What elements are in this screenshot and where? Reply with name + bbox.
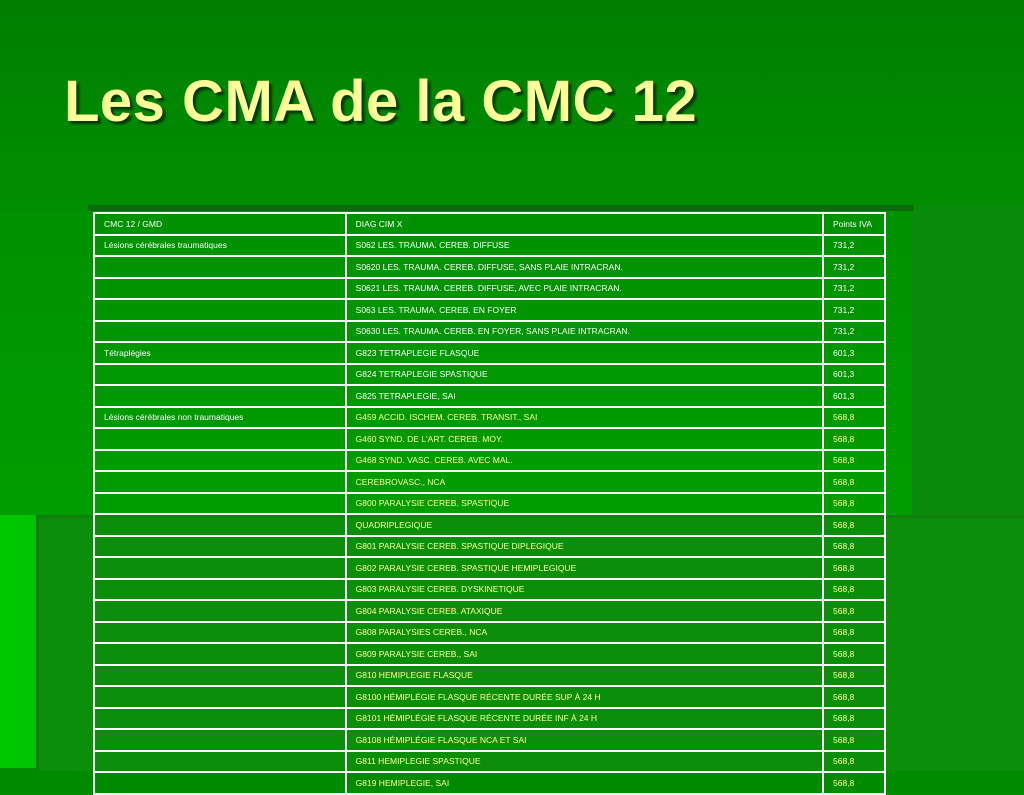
cell-points-iva: 568,8 [823,686,885,708]
cell-diag-cim: QUADRIPLEGIQUE [346,514,823,536]
cell-points-iva: 568,8 [823,579,885,601]
cell-cmc-gmd [94,278,346,300]
table-row [94,772,885,794]
cell-points-iva: 568,8 [823,514,885,536]
table-row [94,536,885,558]
table-row [94,256,885,278]
cell-points-iva: 568,8 [823,643,885,665]
cell-points-iva: 568,8 [823,536,885,558]
table-row [94,600,885,622]
cell-diag-cim: S062 LES. TRAUMA. CEREB. DIFFUSE [346,235,823,257]
cell-diag-cim: G809 PARALYSIE CEREB., SAI [346,643,823,665]
cell-diag-cim: G8101 HÉMIPLÉGIE FLASQUE RÉCENTE DURÉE INF À 24 H [346,708,823,730]
cell-diag-cim: G460 SYND. DE L'ART. CEREB. MOY. [346,428,823,450]
cell-points-iva: 731,2 [823,299,885,321]
cell-cmc-gmd [94,772,346,794]
table-row [94,643,885,665]
cell-diag-cim: G468 SYND. VASC. CEREB. AVEC MAL. [346,450,823,472]
cell-diag-cim: G825 TETRAPLEGIE, SAI [346,385,823,407]
cell-diag-cim: G459 ACCID. ISCHEM. CEREB. TRANSIT., SAI [346,407,823,429]
cell-points-iva: 568,8 [823,772,885,794]
cell-points-iva: 568,8 [823,708,885,730]
cell-points-iva: 568,8 [823,428,885,450]
cell-points-iva: 568,8 [823,557,885,579]
cell-points-iva: 731,2 [823,256,885,278]
cell-cmc-gmd [94,364,346,386]
cell-cmc-gmd [94,385,346,407]
table-row [94,278,885,300]
cell-points-iva: 568,8 [823,622,885,644]
cell-cmc-gmd [94,428,346,450]
cell-points-iva: 601,3 [823,342,885,364]
table-row [94,321,885,343]
cell-points-iva: 731,2 [823,321,885,343]
cell-diag-cim: G808 PARALYSIES CEREB., NCA [346,622,823,644]
cell-diag-cim: G802 PARALYSIE CEREB. SPASTIQUE HEMIPLEGIQUE [346,557,823,579]
cell-diag-cim: G819 HEMIPLEGIE, SAI [346,772,823,794]
cell-cmc-gmd [94,729,346,751]
cell-points-iva: 568,8 [823,450,885,472]
table-row [94,385,885,407]
cell-cmc-gmd [94,600,346,622]
cell-cmc-gmd [94,321,346,343]
table-row [94,299,885,321]
cell-points-iva: 568,8 [823,407,885,429]
table-row [94,686,885,708]
cell-diag-cim: CEREBROVASC., NCA [346,471,823,493]
header-diag-cim: DIAG CIM X [346,213,823,235]
cell-diag-cim: G800 PARALYSIE CEREB. SPASTIQUE [346,493,823,515]
table-row [94,622,885,644]
table-row [94,729,885,751]
table-row [94,579,885,601]
table-row [94,514,885,536]
cell-points-iva: 568,8 [823,493,885,515]
slide-title: Les CMA de la CMC 12 [64,69,698,134]
cell-diag-cim: S063 LES. TRAUMA. CEREB. EN FOYER [346,299,823,321]
table-row [94,471,885,493]
table-row [94,407,885,429]
cell-diag-cim: G804 PARALYSIE CEREB. ATAXIQUE [346,600,823,622]
table-row [94,665,885,687]
cell-cmc-gmd [94,514,346,536]
cell-cmc-gmd [94,299,346,321]
cell-cmc-gmd [94,579,346,601]
cell-cmc-gmd [94,665,346,687]
cell-cmc-gmd [94,450,346,472]
cell-points-iva: 568,8 [823,471,885,493]
cell-diag-cim: G803 PARALYSIE CEREB. DYSKINETIQUE [346,579,823,601]
table-header-row [94,213,885,235]
cell-points-iva: 568,8 [823,600,885,622]
cell-diag-cim: S0620 LES. TRAUMA. CEREB. DIFFUSE, SANS PLAIE INTRACRAN. [346,256,823,278]
cell-diag-cim: G8100 HÉMIPLÉGIE FLASQUE RÉCENTE DURÉE SUP À 24 H [346,686,823,708]
cell-cmc-gmd [94,643,346,665]
table-row [94,450,885,472]
header-cmc-gmd: CMC 12 / GMD [94,213,346,235]
table-row [94,364,885,386]
table-row [94,708,885,730]
cell-diag-cim: S0630 LES. TRAUMA. CEREB. EN FOYER, SANS PLAIE INTRACRAN. [346,321,823,343]
table-shadow-bar [88,205,914,211]
cell-points-iva: 601,3 [823,385,885,407]
cell-points-iva: 731,2 [823,235,885,257]
cell-points-iva: 568,8 [823,665,885,687]
table-row [94,342,885,364]
cell-cmc-gmd [94,622,346,644]
table-row [94,751,885,773]
cell-diag-cim: G824 TETRAPLEGIE SPASTIQUE [346,364,823,386]
cell-cmc-gmd [94,686,346,708]
cell-diag-cim: G823 TETRAPLEGIE FLASQUE [346,342,823,364]
cell-points-iva: 568,8 [823,751,885,773]
cell-cmc-gmd [94,471,346,493]
table-row [94,428,885,450]
cell-cmc-gmd [94,256,346,278]
table-row [94,493,885,515]
header-points-iva: Points IVA [823,213,885,235]
cell-diag-cim: G801 PARALYSIE CEREB. SPASTIQUE DIPLEGIQUE [346,536,823,558]
cell-diag-cim: G8108 HÉMIPLÉGIE FLASQUE NCA ET SAI [346,729,823,751]
cell-diag-cim: S0621 LES. TRAUMA. CEREB. DIFFUSE, AVEC PLAIE INTRACRAN. [346,278,823,300]
cell-cmc-gmd [94,708,346,730]
cell-cmc-gmd: Lésions cérébrales traumatiques [94,235,346,257]
cell-points-iva: 601,3 [823,364,885,386]
cell-cmc-gmd [94,751,346,773]
background-right-band [912,205,1024,515]
cell-points-iva: 568,8 [823,729,885,751]
cell-cmc-gmd: Tétraplégies [94,342,346,364]
cell-cmc-gmd [94,557,346,579]
cell-cmc-gmd [94,536,346,558]
cma-table [93,212,886,795]
cell-cmc-gmd [94,493,346,515]
table-row [94,235,885,257]
cell-points-iva: 731,2 [823,278,885,300]
cell-diag-cim: G811 HEMIPLEGIE SPASTIQUE [346,751,823,773]
cell-cmc-gmd: Lésions cérébrales non traumatiques [94,407,346,429]
table-row [94,557,885,579]
cell-diag-cim: G810 HEMIPLEGIE FLASQUE [346,665,823,687]
